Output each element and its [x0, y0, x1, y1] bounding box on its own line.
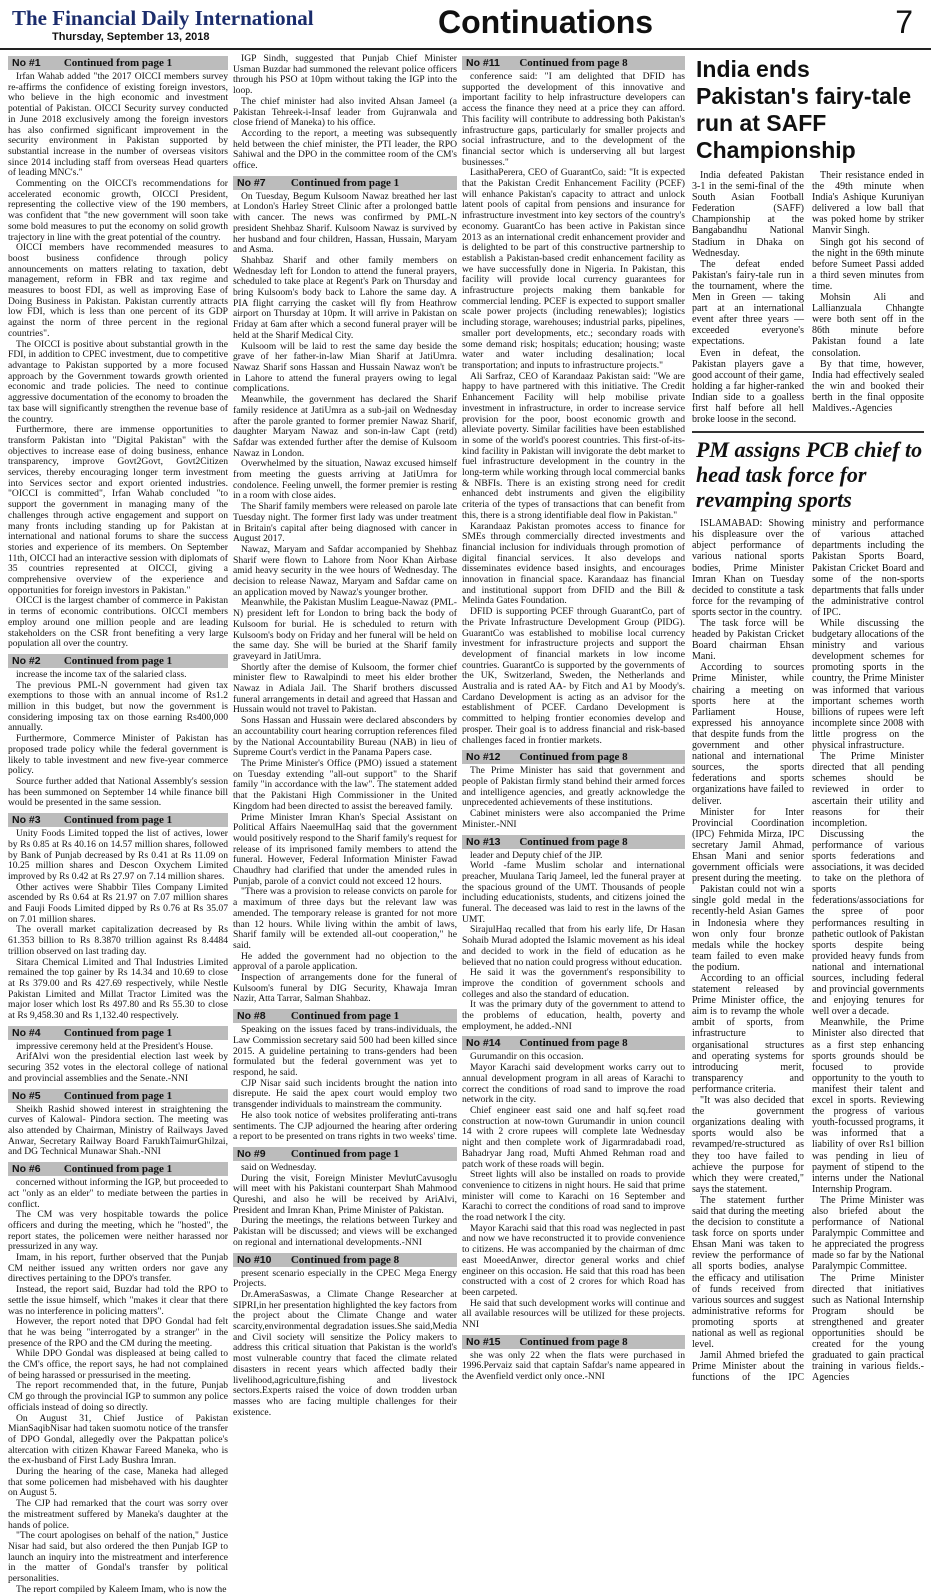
- section-title: Continuations: [438, 4, 654, 40]
- column-2: [233, 54, 457, 1548]
- item-number: No #15: [466, 1335, 501, 1348]
- paragraph: Mayor Karachi said that this road was neglected in past and now we have reconstructed it to provide convenience to citizens. He was accompanied by the chairman of dmc east MoeedAnwer, director general works and chief engineer on this occasion. He said that this road has been constructed with a cost of 2 crores for which Road has been carpeted.: [462, 1222, 685, 1298]
- paragraph: ISLAMABAD: Showing his displeasure over the abject performance of various national sports bodies, Prime Minister Imran Khan on Tuesday decided to constitute a task force for the revamping of sports sector in the country.: [692, 518, 804, 618]
- item-number: No #2: [12, 654, 41, 667]
- paragraph: Nawaz, Maryam and Safdar accompanied by Shehbaz Sharif were flown to Lahore from Noor Khan Airbase amid heavy security in the wee hours of Wednesday. The decision to release Nawaz, Maryam and Safdar came on an application moved by Nawaz's younger brother.: [233, 543, 457, 598]
- paragraph: It was the primary duty of the government to attend to the problems of education, health, poverty and employment, he added.-NNI: [462, 999, 685, 1032]
- paragraph: The task force will be headed by Pakistan Cricket Board chairman Ehsan Mani.: [692, 618, 804, 663]
- continued-label: Continued from page 1: [63, 1089, 173, 1102]
- paragraph: Commenting on the OICCI's recommendations for accelerated economic growth, OICCI President, representing the collective view of the 190 members, was confident that "the new government will soon take some bold measures to put the economy on solid growth trajectory in line with the great potential of the country.: [8, 178, 228, 243]
- item-number: No #14: [466, 1037, 501, 1050]
- paragraph: Furthermore, there are immense opportunities to transform Pakistan into "Digital Pakistan" with the objectives to increase ease of doing business, enhance transparency, improve Govt2Govt, Govt2Citizen services, thereby encouraging longer term investment into Services sector and export oriented industries. "OICCI is committed", Irfan Wahab concluded "to support the government in managing many of the challenges through active engagement and support on many fronts including standing up for Pakistan at international and national forums to share the success stories and experience of its members. On September 11th, OICCI had an interactive session with diplomats of 35 countries represented at OICCI, giving a comprehensive overview of the experience and opportunities for foreign investors in Pakistan.": [8, 424, 228, 596]
- continuation-item: [462, 750, 685, 830]
- continuation-bar: [462, 750, 685, 764]
- continuation-bar: [233, 1147, 457, 1161]
- divider: [692, 431, 924, 433]
- paragraph: According to an official statement released by Prime Minister office, the aim is to revamp the whole ambit of sports, from infrastructure to organisational structures and operating systems for introducing merit, transparency and performance criteria.: [692, 973, 804, 1095]
- paragraph: leader and Deputy chief of the JIP.: [470, 849, 603, 861]
- item-number: No #5: [12, 1089, 41, 1102]
- paragraph: Meanwhile, the Prime Minister also directed that as a first step enhancing sports grounds should be focused to provide opportunity to the youth to manifest their talent and excel in sports. Reviewing the progress of various youth-focussed programs, it was informed that a liability of over Rs1 billion was pending in lieu of payment of stipend to the interns under the National Internship Program.: [812, 1017, 924, 1195]
- continuation-item: [462, 1335, 685, 1383]
- continued-label: Continued from page 1: [63, 57, 173, 69]
- paragraph: Meanwhile, the Pakistan Muslim League-Nawaz (PML-N) president left for London to bring back the body of Kulsoom for burial. He is scheduled to return with Kulsoom's body on Friday and her funeral will be held on the same day. She will be buried at the Sharif family graveyard in JatiUmra.: [233, 597, 457, 662]
- continuation-item: [8, 813, 228, 1022]
- issue-date: Thursday, September 13, 2018: [52, 31, 210, 43]
- paragraph: Inspection of arrangements done for the funeral of Kulsoom's funeral by DIG Security, Khawaja Imran Nazir, Atta Tarrar, Salman Shahbaz.: [233, 972, 457, 1005]
- item-number: No #9: [237, 1147, 266, 1160]
- paragraph: LasithaPerera, CEO of GuarantCo, said: "It is expected that the Pakistan Credit Enhancement Facility (PCEF) will enhance Pakistan's capacity to attract and unlock latent pools of capital from pensions and insurance for infrastructure investment into key sectors of the country's economy. GuarantCo has been active in Pakistan since 2013 as an international credit enhancement provider and is delighted to be part of this constructive partnership to establish a Pakistan-based credit enhancement facility as we have successfully done in Nigeria. In Pakistan, this facility will provide local currency guarantees for infrastructure projects making them bankable for commercial lending. PCEF is expected to support smaller scale power projects (including renewables); logistics including storage, warehouses; industrial parks, pipelines, smaller port developments, etc.; secondary roads with some demand risk; hospitals; education; housing; waste water and water including desalination; local transportation; and inputs to infrastructure projects.": [462, 167, 685, 371]
- paragraph: The Prime Minister's Office (PMO) issued a statement on Tuesday extending "all-out support" to the Sharif family "in accordance with the law". The statement added that the Pakistani High Commissioner in the United Kingdom had been directed to assist the bereaved family.: [233, 758, 457, 812]
- continuation-item: [8, 1089, 228, 1159]
- paragraph: Karandaaz Pakistan promotes access to finance for SMEs through commercially directed investments and financial inclusion for individuals through promotion of digital financial services. It also develops and disseminates evidence based insights, and encourages innovation in financial space. Karandaaz has financial and institutional support from DFID and the Bill & Melinda Gates Foundation.: [462, 520, 685, 607]
- paragraph: Mayor Karachi said development works carry out to annual development program in all areas of Karachi to correct the conditions of road sand to improve the road network in the city.: [462, 1062, 685, 1106]
- continuation-item: [233, 176, 457, 1005]
- saff-article: [692, 170, 924, 425]
- paragraph: According to the report, a meeting was subsequently held between the chief minister, the PTI leader, the RPO Sahiwal and the DPO in the committee room of the CM's office.: [233, 127, 457, 172]
- item-number: No #6: [12, 1163, 41, 1176]
- paragraph: Pakistan could not win a single gold medal in the recently-held Asian Games in Indonesia where they won only four bronze medals while the hockey team failed to even make the podium.: [692, 884, 804, 973]
- continuation-item: [8, 56, 228, 650]
- continuation-bar: [233, 1253, 457, 1267]
- continuation-item: [8, 654, 228, 809]
- paragraph: While DPO Gondal was displeased at being called to the CM's office, the report says, he had not complained of being harassed or pressurised in the meeting.: [8, 1348, 228, 1381]
- paragraph: He also took notice of websites proliferating anti-trans sentiments. The CJP adjourned the hearing after ordering a report to be presented on trans rights in two weeks' time.: [233, 1109, 457, 1143]
- pcb-headline: PM assigns PCB chief to head task force for revamping sports: [696, 437, 923, 513]
- paragraph: India defeated Pakistan 3-1 in the semi-final of the South Asian Football Federation (SAFF) Championship at the Bangabandhu National Stadium in Dhaka on Wednesday.: [692, 170, 804, 259]
- paragraph: Chief engineer east said one and half sq.feet road construction at now-town Gurumandir in union council 14 with 2 crore rupees will complete late Wednesday night and then complete work of Jigarmradabadi road, Bahadryar Jang road, Mufti Ahmed Rehman road and patch work of these roads will begin.: [462, 1104, 685, 1170]
- paragraph: The Prime Minister was also briefed about the performance of National Paralympic Committee and he appreciated the progress made so far by the National Paralympic Committee.: [812, 1194, 924, 1273]
- column-1: [8, 54, 228, 1595]
- paragraph: The statement further said that during the meeting the decision to constitute a task force on sports under Ehsan Mani was taken to review the performance of all sports bodies, analyse the efficacy and utilisation of funds received from various sources and suggest administrative reforms for promoting sports at national as well as regional level.: [692, 1194, 804, 1351]
- saff-headline: India ends Pakistan's fairy-tale run at SAFF Championship: [696, 56, 912, 163]
- item-number: No #10: [237, 1253, 272, 1266]
- paragraph: The previous PML-N government had given tax exemptions to those with an annual income of Rs1.2 million in this budget, but now the government is considering imposing tax on those earning Rs400,000 annually.: [8, 679, 228, 734]
- paragraph: Furthermore, Commerce Minister of Pakistan has proposed trade policy while the federal government is likely to table investment and new five-year commerce policy.: [8, 733, 228, 777]
- continuation-bar: [8, 1162, 228, 1176]
- paragraph: Other actives were Shabbir Tiles Company Limited ascended by Rs 0.64 at Rs 21.97 on 7.07 million shares and Fauji Foods Limited dipped by Rs 0.76 at Rs 35.07 on 7.01 million shares.: [8, 881, 228, 925]
- continuation-bar: [462, 835, 685, 849]
- paragraph: DFID is supporting PCEF through GuarantCo, part of the Private Infrastructure Development Group (PIDG). GuarantCo was established to mobilise local currency investment for infrastructure projects and support the development of financial markets in low income countries. GuarantCo is supported by the governments of the UK, Switzerland, Sweden, the Netherlands and Australia and is rated AA- by Fitch and A1 by Moody's. Cardano Development is acting as an advisor for the establishment of PCEF. Cardano Development is committed to helping frontier economies develop and prosper. Their goal is to address financial and risk-based challenges faced in frontier markets.: [462, 606, 685, 746]
- continuation-bar: [462, 56, 685, 70]
- continuation-bar: [462, 1036, 685, 1050]
- paragraph: she was only 22 when the flats were purchased in 1996.Pervaiz said that captain Safdar's name appeared in the Avenfield verdict only once.-NNI: [462, 1349, 685, 1383]
- continuation-item: [233, 1253, 457, 1419]
- paragraph: While discussing the budgetary allocations of the ministry and various development schemes for promoting sports in the country, the Prime Minister was informed that various important schemes worth billions of rupees were left incomplete since 2008 with little progress on the physical infrastructure.: [812, 618, 924, 752]
- item-number: No #11: [466, 57, 500, 69]
- masthead: [0, 0, 931, 50]
- item-number: No #13: [466, 835, 501, 848]
- paragraph: During the meetings, the relations between Turkey and Pakistan will be discussed; and views will be exchanged on regional and international developments.-NNI: [233, 1215, 457, 1248]
- paragraph: Unity Foods Limited topped the list of actives, lower by Rs 0.85 at Rs 40.16 on 14.57 million shares, followed by Bank of Punjab decreased by Rs 0.41 at Rs 11.09 on 10.25 million shares and Descon Oxychem Limited improved by Rs 0.42 at Rs 27.97 on 7.14 million shares.: [8, 828, 228, 882]
- paragraph: Kulsoom will be laid to rest the same day beside the grave of her father-in-law Mian Sharif at JatiUmra. Nawaz Sharif sons Hassan and Hussain Nawaz won't be in Lahore to attend the funeral prayers owing to legal complications.: [233, 340, 457, 395]
- paragraph: According to sources Prime Minister, while chairing a meeting on sports here at the Parliament House, expressed his annoyance that despite funds from the government and other national and international sources, the sports federations and sports organizations have failed to deliver.: [692, 662, 804, 807]
- continuation-item: [8, 1026, 228, 1085]
- newspaper-name: The Financial Daily International: [12, 6, 314, 30]
- paragraph: Irfan Wahab added "the 2017 OICCI members survey re-affirms the confidence of existing foreign investors, who believe in the high economic and investment potential of Pakistan. OICCI Security survey conducted in June 2018 exclusively among the foreign investors has also confirmed significant improvement in the security environment in Pakistan supported by substantial increase in the number of overseas visitors since 2014 including staff from overseas Head quarters of leading MNC's.": [8, 71, 228, 179]
- paragraph: Their resistance ended in the 49th minute when India's Ashique Kuruniyan delivered a low ball that was poked home by striker Manvir Singh.: [812, 170, 924, 237]
- paragraph: Minister for Inter Provincial Coordination (IPC) Fehmida Mirza, IPC secretary Jamil Ahmad, Ehsan Mani and senior government officials were present during the meeting.: [692, 806, 804, 885]
- paragraph: Gurumandir on this occasion.: [470, 1051, 584, 1063]
- continued-label: Continued from page 1: [63, 814, 173, 827]
- paragraph: Discussing the performance of various sports federations and associations, it was decided to take on the plethora of sports federations/associations for the spree of poor performances resulting in pathetic outlook of Pakistan sports despite being provided heavy funds from national and international sources, including federal and provincial governments and enjoying tenures for well over a decade.: [812, 828, 924, 1018]
- paragraph: Shahbaz Sharif and other family members on Wednesday left for London to attend the funeral prayers, scheduled to take place at Regent's Park on Thursday and bring Kulsoom's body back to Lahore the same day. A PIA flight carrying the casket will fly from Heathrow airport on Thursday at 10pm. It will arrive in Pakistan on Friday at 6am after which a second funeral prayer will be held at the Sharif Medical City.: [233, 254, 457, 341]
- continuation-bar: [462, 1335, 685, 1349]
- paragraph: During the hearing of the case, Maneka had alleged that some policemen had misbehaved with his daughter on August 5.: [8, 1466, 228, 1499]
- continued-label: Continued from page 8: [519, 57, 628, 69]
- paragraph: On August 31, Chief Justice of Pakistan MianSaqibNisar had taken suomotu notice of the transfer of DPO Gondal, allegedly over the Pakpattan police's altercation with citizen Khawar Fareed Maneka, who is the ex-husband of First Lady Bushra Imran.: [8, 1412, 228, 1467]
- continued-label: Continued from page 1: [63, 654, 173, 667]
- continuation-item: [233, 54, 457, 172]
- continued-label: Continued from page 8: [519, 835, 628, 848]
- page-number: 7: [895, 4, 913, 40]
- item-number: No #7: [237, 176, 266, 189]
- item-number: No #12: [466, 751, 501, 764]
- paragraph: Instead, the report said, Buzdar had told the RPO to settle the issue himself, which "makes it clear that there was no interference in policing matters".: [8, 1284, 228, 1317]
- continuation-item: [462, 1036, 685, 1330]
- continued-label: Continued from page 1: [63, 1026, 173, 1039]
- paragraph: Sons Hassan and Hussain were declared absconders by an accountability court hearing corruption references filed by the National Accountability Bureau (NAB) in lieu of Supreme Court's verdict in the Panama Papers case.: [233, 715, 457, 759]
- continuation-item: [233, 1009, 457, 1143]
- paragraph: Imam, in his report, further observed that the Punjab CM neither issued any written orders nor gave any directives pertaining to the DPO's transfer.: [8, 1252, 228, 1285]
- paragraph: Street lights will also be installed on roads to provide convenience to citizens in night hours. He said that prime minister will come to Karachi on 16 September and Karachi to correct the conditions of road sand to improve the road network I the city.: [462, 1169, 685, 1224]
- continuation-item: [8, 1162, 228, 1595]
- paragraph: Meanwhile, the government has declared the Sharif family residence at JatiUmra as a sub-jail on Wednesday after the parole granted to former premier Nawaz Sharif, daughter Maryam Nawaz and son-in-law Capt (retd) Safdar was extended further after the demise of Kulsoom Nawaz in London.: [233, 394, 457, 459]
- paragraph: Sitara Chemical Limited and Thal Industries Limited remained the top gainer by Rs 14.34 and 10.69 to close at Rs 379.00 and Rs 427.69 respectively, while Nestle Pakistan Limited and Millat Tractor Limited was the major loser which lost Rs 497.80 and Rs 55.30 to close at Rs 9,458.30 and Rs 1,132.40 respectively.: [8, 956, 228, 1022]
- paragraph: The Prime Minister has said that government and people of Pakistan firmly stand behind their armed forces and intelligence agencies, and greatly acknowledge the unprecedented achievements of these institutions.: [462, 765, 685, 809]
- paragraph: The chief minister had also invited Ahsan Jameel (a Pakistan Tehreek-i-Insaf leader from Gujranwala and close friend of Maneka) to his office.: [233, 95, 457, 129]
- paragraph: Overwhelmed by the situation, Nawaz excused himself from meeting the guests arriving at JatiUmra for condolence. Feeling unwell, the former premier is resting in a room with close aides.: [233, 458, 457, 502]
- continued-label: Continued from page 8: [519, 751, 628, 764]
- paragraph: The Prime Minister directed that initiatives such as National Internship Program should be strengthened and greater opportunities should be created for the young graduated to gain practical training in various fields.-Agencies: [812, 1272, 924, 1384]
- item-number: No #8: [237, 1010, 266, 1023]
- paragraph: The Prime Minister directed that all pending schemes should be reviewed in order to ascertain their utility and reasons for their incompletion.: [812, 751, 924, 829]
- continuation-bar: [8, 654, 228, 668]
- paragraph: He said that such development works will continue and all available resources will be utilized for these projects. NNI: [462, 1297, 685, 1331]
- paragraph: However, the report noted that DPO Gondal had felt that he was being "interrogated by a stranger" in the presence of the RPO and the CM during the meeting.: [8, 1316, 228, 1349]
- continuation-bar: [233, 176, 457, 190]
- paragraph: The OICCI is positive about substantial growth in the FDI, in addition to CPEC investment, due to competitive advantage to Pakistan supported by a more focused approach by the Government towards growth oriented economic and trade policies. The need to continue aggressive documentation of the economy to broaden the tax base will significantly strengthen the revenue base of the country.: [8, 338, 228, 425]
- paragraph: Shortly after the demise of Kulsoom, the former chief minister flew to Rawalpindi to meet his elder brother Nawaz in Adiala Jail. The Sharif brothers discussed funeral arrangements in detail and agreed that Hassan and Hussain would not travel to Pakistan.: [233, 661, 457, 716]
- paragraph: On Tuesday, Begum Kulsoom Nawaz breathed her last at London's Harley Street Clinic after a prolonged battle with cancer. The news was confirmed by PML-N president Shehbaz Sharif. Kulsoom Nawaz is survived by her husband and four children, Hassan, Hussain, Maryam and Asma.: [233, 190, 457, 256]
- paragraph: CJP Nisar said such incidents brought the nation into disrepute. He said the apex court would employ two transgender individuals to mainstream the community.: [233, 1077, 457, 1111]
- item-number: No #1: [12, 57, 41, 69]
- paragraph: The report recommended that, in the future, Punjab CM go through the provincial IGP to summon any police officials instead of doing so directly.: [8, 1380, 228, 1413]
- paragraph: concerned without informing the IGP, but proceeded to act "only as an elder" to mediate between the parties in conflict.: [8, 1177, 228, 1210]
- paragraph: "The court apologises on behalf of the nation," Justice Nisar had said, but also ordered the then Punjab IGP to launch an inquiry into the mistreatment and interference in the matter of Gondal's transfer by political personalities.: [8, 1530, 228, 1585]
- paragraph: Cabinet ministers were also accompanied the Prime Minister.-NNI: [462, 808, 685, 830]
- paragraph: "There was a provision to release convicts on parole for a maximum of three days but the relevant law was amended. The temporary release is granted for not more than 12 hours. While living within the ambit of laws, Sharif family will be extended all-out cooperation," he said.: [233, 886, 457, 951]
- paragraph: Dr.AmeraSaswas, a Climate Change Researcher at SIPRI,in her presentation highlighted the key factors from the project about the Climate Change and water scarcity,environmental degradation issues.She said,Media and Civil society will sensitize the Policy makers to address this critical situation that Pakistan is the world's most vulnerable country that faced the climate related disasters in recent years which affected badly their livelihood,agriculture,fishing and livestock sectors.Experts raised the voice of down trodden urban masses who are facing multiple challenges for their existence.: [233, 1288, 457, 1418]
- paragraph: Mohsin Ali and Lallianzuala Chhangte were both sent off in the 86th minute before Pakistan found a late consolation.: [812, 292, 924, 359]
- paragraph: The report compiled by Kaleem Imam, who is now the: [16, 1583, 227, 1595]
- continued-label: Continued from page 1: [290, 176, 400, 189]
- continued-label: Continued from page 1: [63, 1163, 173, 1176]
- paragraph: ArifAlvi won the presidential election last week by securing 352 votes in the electoral college of national and provincial assemblies and the Senate.-NNI: [8, 1051, 228, 1084]
- paragraph: said on Wednesday.: [241, 1161, 317, 1173]
- paragraph: present scenario especially in the CPEC Mega Energy Projects.: [233, 1267, 457, 1290]
- item-number: No #3: [12, 814, 41, 827]
- paragraph: Even in defeat, the Pakistan players gave a good account of their game, holding a far higher-ranked Indian side to a goalless first half before all hell broke loose in the second.: [692, 347, 804, 426]
- paragraph: He said it was the government's responsibility to improve the condition of government schools and colleges and also the standard of education.: [462, 967, 685, 1000]
- paragraph: IGP Sindh, suggested that Punjab Chief Minister Usman Buzdar had summoned the relevant police officers through his PSO at 10pm without taking the IGP into the loop.: [233, 53, 457, 97]
- continued-label: Continued from page 8: [519, 1335, 628, 1348]
- continuation-item: [462, 835, 685, 1033]
- continuation-bar: [8, 1026, 228, 1040]
- paragraph: Jamil Ahmed briefed the Prime Minister about the functions of the IPC ministry and performance of various attached departments including the Pakistan Sports Board, Pakistan Cricket Board and some of the non-sports departments that falls under the administrative control of IPC.: [692, 518, 924, 1384]
- paragraph: The CJP had remarked that the court was sorry over the mistreatment suffered by Maneka's daughter at the hands of police.: [8, 1498, 228, 1531]
- continuation-item: [233, 1147, 457, 1249]
- continued-label: Continued from page 1: [290, 1147, 400, 1160]
- paragraph: During the visit, Foreign Minister MevlutCavusoglu will meet with his Pakistani counterpart Shah Mahmood Qureshi, and also he will be received by AriAlvi, President and Imran Khan, Prime Minister of Pakistan.: [233, 1172, 457, 1216]
- paragraph: increase the income tax of the salaried class.: [16, 668, 187, 680]
- continuation-bar: [8, 1089, 228, 1103]
- paragraph: He added the government had no objection to the approval of a parole application.: [233, 950, 457, 973]
- continued-label: Continued from page 8: [290, 1253, 400, 1266]
- continued-label: Continued from page 8: [519, 1037, 628, 1050]
- paragraph: impressive ceremony held at the President's House.: [16, 1040, 214, 1052]
- paragraph: The defeat ended Pakistan's fairy-tale run in the tournament, where the Men in Green — taking part at an international event after three years — exceeded everyone's expectations.: [692, 258, 804, 348]
- pcb-article: [692, 518, 924, 1383]
- paragraph: Source further added that National Assembly's session has been summoned on September 14 while finance bill would be presented in the same session.: [8, 776, 228, 809]
- paragraph: The overall market capitalization decreased by Rs 61.353 billion to Rs 8.3870 trillion against Rs 8.4484 trillion observed on last trading day.: [8, 924, 228, 957]
- paragraph: SirajulHaq recalled that from his early life, Dr Hasan Sohaib Murad adopted the Islamic movement as his ideal and decided to work in the field of education as he believed that no nation could progress without education.: [462, 924, 685, 968]
- paragraph: By that time, however, India had effectively sealed the win and booked their berth in the final opposite Maldives.-Agencies: [812, 358, 924, 414]
- continuation-item: [462, 56, 685, 746]
- paragraph: OICCI is the largest chamber of commerce in Pakistan in terms of economic contributions. OICCI members employ around one million people and are leading stakeholders on the CSR front benefiting a very large population all over the country.: [8, 595, 228, 650]
- continuation-bar: [233, 1009, 457, 1023]
- column-3: [462, 54, 685, 1548]
- paragraph: Speaking on the issues faced by trans-individuals, the Law Commission secretary said 500 had been killed since 2015. A guideline pertaining to trans-genders had been formulated but the federal government was yet to respond, he said.: [233, 1024, 457, 1078]
- paragraph: Prime Minister Imran Khan's Special Assistant on Political Affairs NaeemulHaq said that the government would positively respond to the Sharif family's request for release of its imprisoned family members to attend the funeral. However, Federal Information Minister Fawad Chaudhry had clarified that under the amended rules in Punjab, parole of a convict could not exceed 12 hours.: [233, 811, 457, 887]
- paragraph: conference said: "I am delighted that DFID has supported the development of this innovative and important facility to help infrastructure developers can access the finance they need at a price they can afford. This facility will contribute to addressing both Pakistan's infrastructure gaps, particularly for smaller projects and social infrastructure, and to the development of the financial sector which is underserving all but largest businesses.": [462, 71, 685, 168]
- paragraph: OICCI members have recommended measures to boost business confidence through policy announcements on matters relating to taxation, debt management, reform in FBR and tax regime and measures to boost FDI, as well as improving Ease of Doing Business in Pakistan. Pakistan currently attracts low FDI, which is less than one percent of its GDP against the norm of three percent in the regional countries".: [8, 242, 228, 339]
- continuation-bar: [8, 56, 228, 70]
- paragraph: The Sharif family members were released on parole late Tuesday night. The former first lady was under treatment in Britain's capital after being diagnosed with cancer in August 2017.: [233, 501, 457, 545]
- paragraph: "It was also decided that the government organizations dealing with sports would also be revamped/re-structured as they too have failed to achieve the purpose for which they were created," says the statement.: [692, 1095, 804, 1195]
- paragraph: Sheikh Rashid showed interest in straightening the curves of Kalowal- Pindora section. The meeting was also attended by Chairman, Ministry of Railways Javed Anwar, Secretary Railway Board FarukhTaimurGhilzai, and DG Technical Munawar Shah.-NNI: [8, 1103, 228, 1158]
- continuation-bar: [8, 813, 228, 827]
- continued-label: Continued from page 1: [290, 1010, 400, 1023]
- paragraph: Ali Sarfraz, CEO of Karandaaz Pakistan said: "We are happy to have partnered with this initiative. The Credit Enhancement Facility will help mobilise private investment in infrastructure, in order to increase service provision for the poor, boost economic growth and alleviate poverty. Similar facilities have been established in some of the world's poorest countries. This first-of-its-kind facility in Pakistan will invigorate the debt market to fuel infrastructure development in the country in the long-term while working through local commercial banks & NBFIs. There is an existing strong need for credit enhanced debt instruments and given the eligibility criteria of the types of transactions that can benefit from this, there is a strong identifiable deal flow in Pakistan.": [462, 370, 685, 521]
- paragraph: Singh got his second of the night in the 69th minute before Sumeet Passi added a third seven minutes from time.: [812, 236, 924, 292]
- column-4: [692, 54, 924, 1548]
- paragraph: World -fame Muslim scholar and international preacher, Muulana Tariq Jameel, led the funeral prayer at the spacious ground of the UMT. Thousands of people including educationists, students, and citizens joined the funeral. The deceased was laid to rest in the lawns of the UMT.: [462, 860, 685, 925]
- paragraph: The CM was very hospitable towards the police officers and during the meeting, which he "hosted", the report states, the policemen were neither harassed nor pressurized in any way.: [8, 1209, 228, 1253]
- item-number: No #4: [12, 1026, 41, 1039]
